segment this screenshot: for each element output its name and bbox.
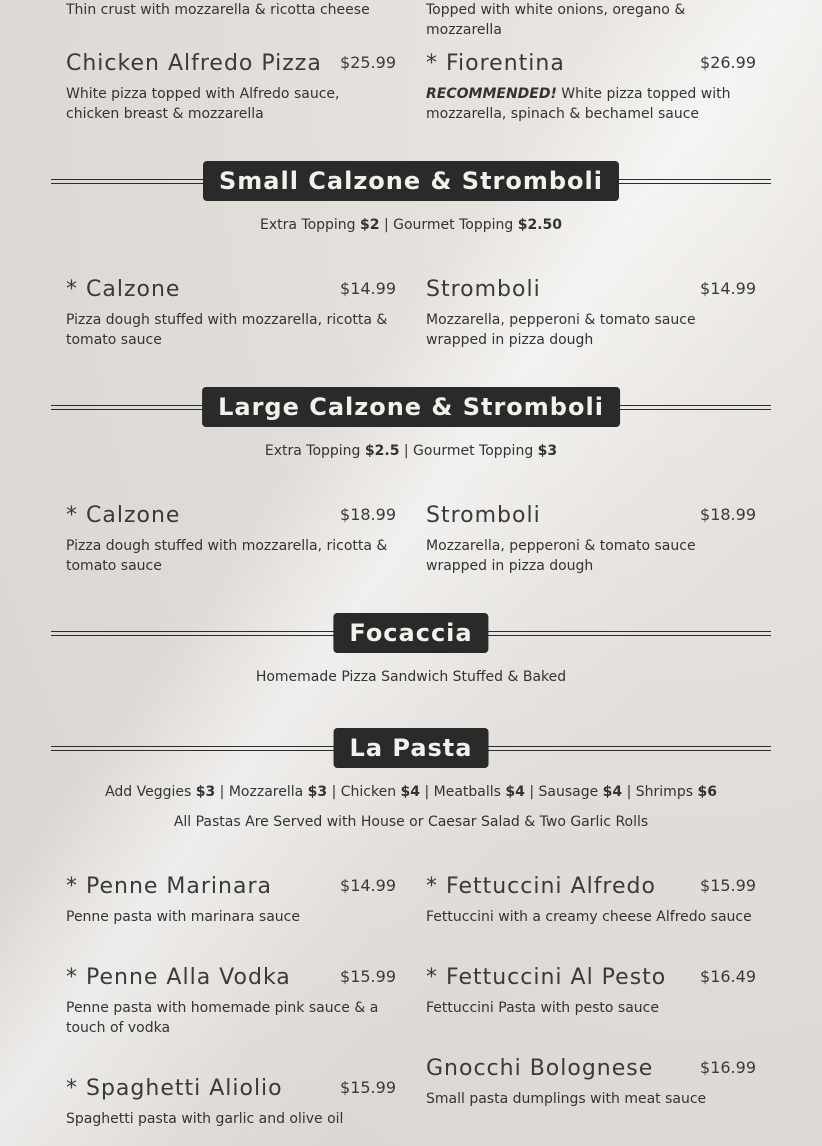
section-header-focaccia (51, 613, 771, 653)
item-description: Small pasta dumplings with meat sauce (426, 1091, 707, 1107)
item-price: $14.99 (340, 279, 396, 298)
extra-topping-label: Extra Topping (259, 217, 361, 233)
item-price: $15.99 (340, 1078, 396, 1097)
item-name: * Penne Marinara (66, 874, 272, 899)
addon-price: $3 (195, 784, 216, 800)
item-description: Pizza dough stuffed with mozzarella, ricotta & tomato sauce (66, 312, 388, 348)
item-price: $18.99 (340, 505, 396, 524)
addon-price: $3 (307, 784, 328, 800)
gourmet-topping-price: $2.50 (517, 217, 563, 233)
addon-label: | Shrimps (622, 784, 698, 800)
item-name: * Spaghetti Aliolio (66, 1076, 283, 1101)
focaccia-note: Homemade Pizza Sandwich Stuffed & Baked (255, 669, 567, 685)
section-title: Small Calzone & Stromboli (203, 161, 619, 201)
item-description: Mozzarella, pepperoni & tomato sauce wrapped in pizza dough (426, 312, 696, 348)
pasta-addons-note (0, 784, 822, 800)
item-name: * Penne Alla Vodka (66, 965, 291, 990)
gourmet-topping-label: | Gourmet Topping (399, 443, 538, 459)
section-header-small-calzone (51, 161, 771, 201)
item-description (426, 84, 756, 124)
item-price: $14.99 (340, 876, 396, 895)
item-name: Stromboli (426, 503, 541, 528)
item-price: $16.99 (700, 1058, 756, 1077)
addon-label: Add Veggies (105, 784, 196, 800)
topping-note-small (0, 217, 822, 233)
recommended-badge: RECOMMENDED! (426, 86, 557, 102)
pasta-served-note: All Pastas Are Served with House or Caesar Salad & Two Garlic Rolls (173, 814, 649, 830)
extra-topping-price: $2 (360, 217, 380, 233)
item-description: Penne pasta with marinara sauce (66, 909, 300, 925)
section-header-pasta (51, 728, 771, 768)
item-price: $15.99 (340, 967, 396, 986)
item-description: Topped with white onions, oregano & mozzarella (426, 2, 686, 38)
item-description: Mozzarella, pepperoni & tomato sauce wrapped in pizza dough (426, 538, 696, 574)
item-description-text: White pizza topped with mozzarella, spinach & bechamel sauce (426, 86, 731, 122)
gourmet-topping-label: | Gourmet Topping (379, 217, 518, 233)
addon-price: $4 (602, 784, 623, 800)
extra-topping-label: Extra Topping (264, 443, 365, 459)
section-title: Large Calzone & Stromboli (202, 387, 620, 427)
item-price: $14.99 (700, 279, 756, 298)
item-name: Chicken Alfredo Pizza (66, 51, 322, 76)
item-name: * Fiorentina (426, 51, 565, 76)
topping-note-large (0, 443, 822, 459)
addon-label: | Mozzarella (215, 784, 308, 800)
item-price: $18.99 (700, 505, 756, 524)
item-price: $15.99 (700, 876, 756, 895)
addon-price: $4 (400, 784, 421, 800)
item-name: * Calzone (66, 503, 181, 528)
item-description: Fettuccini Pasta with pesto sauce (426, 1000, 659, 1016)
item-name: Stromboli (426, 277, 541, 302)
item-description: White pizza topped with Alfredo sauce, chicken breast & mozzarella (66, 86, 340, 122)
addon-label: | Chicken (327, 784, 401, 800)
section-title: La Pasta (334, 728, 489, 768)
item-description: Fettuccini with a creamy cheese Alfredo sauce (426, 909, 752, 925)
addon-price: $6 (697, 784, 717, 800)
item-name: Gnocchi Bolognese (426, 1056, 654, 1081)
gourmet-topping-price: $3 (537, 443, 558, 459)
item-description: Spaghetti pasta with garlic and olive oil (66, 1111, 344, 1127)
item-price: $25.99 (340, 53, 396, 72)
section-title: Focaccia (333, 613, 488, 653)
item-name: * Fettuccini Alfredo (426, 874, 656, 899)
item-price: $16.49 (700, 967, 756, 986)
item-description: Pizza dough stuffed with mozzarella, ricotta & tomato sauce (66, 538, 388, 574)
item-description: Penne pasta with homemade pink sauce & a touch of vodka (66, 1000, 379, 1036)
addon-label: | Meatballs (420, 784, 506, 800)
addon-price: $4 (505, 784, 525, 800)
addon-label: | Sausage (524, 784, 603, 800)
section-header-large-calzone (51, 387, 771, 427)
item-price: $26.99 (700, 53, 756, 72)
item-name: * Fettuccini Al Pesto (426, 965, 667, 990)
extra-topping-price: $2.5 (364, 443, 400, 459)
item-name: * Calzone (66, 277, 181, 302)
item-description: Thin crust with mozzarella & ricotta cheese (66, 2, 370, 18)
